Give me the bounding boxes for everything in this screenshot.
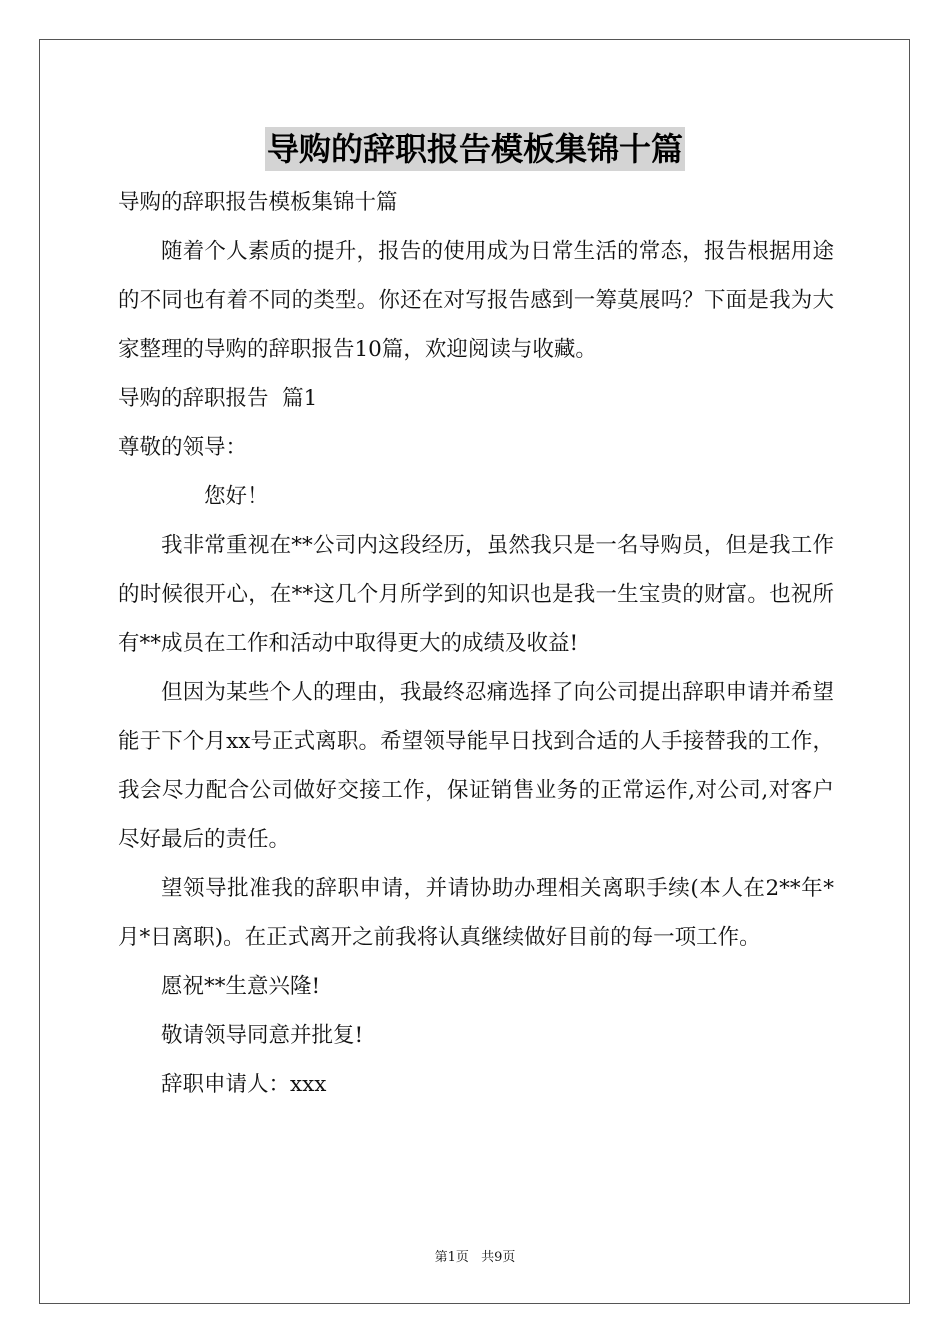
salutation: 尊敬的领导：: [118, 435, 248, 460]
title-container: [0, 127, 950, 171]
signature-line: 辞职申请人：xxx: [161, 1072, 327, 1097]
page-number: 第1页: [434, 1250, 469, 1265]
closing-line: 愿祝**生意兴隆!: [161, 974, 321, 999]
paragraph: 导购的辞职报告模板集锦十篇: [118, 190, 398, 215]
paragraph: 随着个人素质的提升，报告的使用成为日常生活的常态，报告根据用途的不同也有着不同的类型。你还在对写报告感到一筹莫展吗？下面是我为大家整理的导购的辞职报告10篇，欢迎阅读与收藏。: [118, 239, 834, 362]
closing-line: 敬请领导同意并批复!: [161, 1023, 364, 1048]
page-footer: [0, 1246, 950, 1265]
paragraph: 但因为某些个人的理由，我最终忍痛选择了向公司提出辞职申请并希望能于下个月xx号正式离职。希望领导能早日找到合适的人手接替我的工作，我会尽力配合公司做好交接工作，保证销售业务的正常运作,对公司,对客户尽好最后的责任。: [118, 680, 834, 852]
document-title: 导购的辞职报告模板集锦十篇: [265, 127, 685, 171]
paragraph: 我非常重视在**公司内这段经历，虽然我只是一名导购员，但是我工作的时候很开心，在**这几个月所学到的知识也是我一生宝贵的财富。也祝所有**成员在工作和活动中取得更大的成绩及收益!: [118, 533, 834, 656]
greeting: 您好！: [204, 484, 269, 509]
document-body: [118, 178, 834, 1109]
section-heading: 导购的辞职报告 篇1: [118, 386, 318, 411]
page-total: 共9页: [481, 1250, 516, 1265]
paragraph: 望领导批准我的辞职申请，并请协助办理相关离职手续(本人在2**年*月*日离职)。在正式离开之前我将认真继续做好目前的每一项工作。: [118, 876, 834, 950]
